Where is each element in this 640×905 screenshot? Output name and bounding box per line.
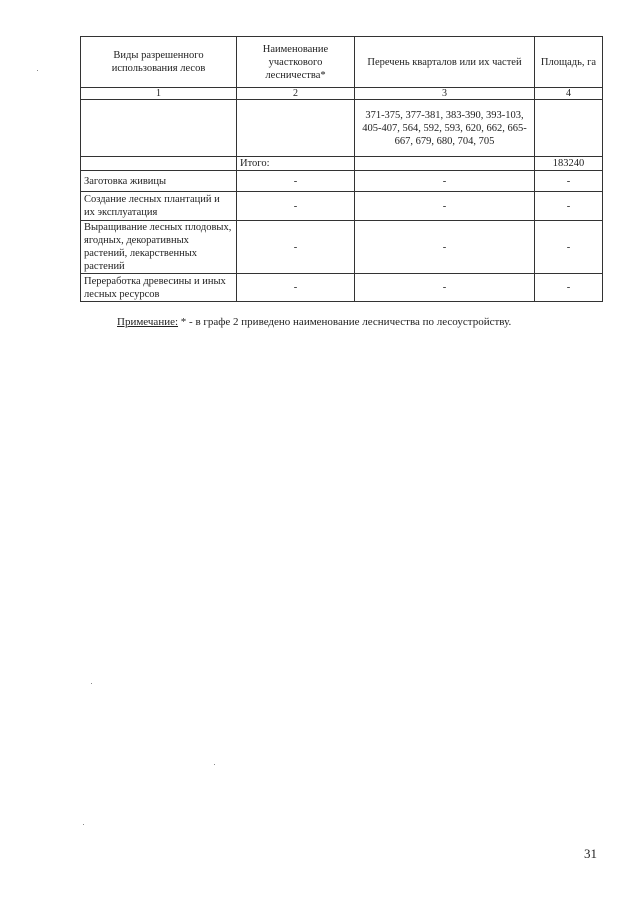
column-number-3: 3: [355, 88, 535, 100]
column-number-4: 4: [535, 88, 603, 100]
row-quarters: -: [355, 274, 535, 302]
row-area: -: [535, 171, 603, 192]
quarters-row-area: [535, 100, 603, 157]
footnote-text: * - в графе 2 приведено наименование лесничества по лесоустройству.: [178, 316, 512, 328]
header-quarters-list: Перечень кварталов или их частей: [355, 37, 535, 88]
quarters-row-forestry: [237, 100, 355, 157]
row-forestry: -: [237, 221, 355, 274]
table-row: [81, 274, 603, 302]
table-row: [81, 192, 603, 221]
row-forestry: -: [237, 171, 355, 192]
row-quarters: -: [355, 171, 535, 192]
scan-speck: [37, 70, 38, 71]
footnote-label: Примечание:: [117, 316, 179, 328]
quarters-row-use: [81, 100, 237, 157]
row-use-type: Создание лесных плантаций и их эксплуатация: [81, 192, 237, 221]
row-forestry: -: [237, 274, 355, 302]
table-header-row: [81, 37, 603, 88]
total-row-empty: [81, 157, 237, 171]
total-row: [81, 157, 603, 171]
total-label: Итого:: [237, 157, 355, 171]
row-use-type: Выращивание лесных плодовых, ягодных, декоративных растений, лекарственных растений: [81, 221, 237, 274]
row-use-type: Заготовка живицы: [81, 171, 237, 192]
row-area: -: [535, 274, 603, 302]
scan-speck: [91, 683, 92, 684]
row-area: -: [535, 221, 603, 274]
scan-speck: [83, 824, 84, 825]
table-row: [81, 221, 603, 274]
forest-use-table: [80, 36, 603, 302]
total-row-quarters: [355, 157, 535, 171]
header-use-type: Виды разрешенного использования лесов: [81, 37, 237, 88]
row-area: -: [535, 192, 603, 221]
row-quarters: -: [355, 192, 535, 221]
column-number-row: [81, 88, 603, 100]
row-forestry: -: [237, 192, 355, 221]
header-forestry-name: Наименование участкового лесничества*: [237, 37, 355, 88]
quarters-row: [81, 100, 603, 157]
column-number-1: 1: [81, 88, 237, 100]
scan-speck: [214, 764, 215, 765]
column-number-2: 2: [237, 88, 355, 100]
table-footnote: [117, 316, 511, 328]
page-number: 31: [584, 846, 597, 861]
table-row: [81, 171, 603, 192]
row-quarters: -: [355, 221, 535, 274]
header-area: Площадь, га: [535, 37, 603, 88]
row-use-type: Переработка древесины и иных лесных ресурсов: [81, 274, 237, 302]
total-area: 183240: [535, 157, 603, 171]
quarters-list-cell: 371-375, 377-381, 383-390, 393-103, 405-407, 564, 592, 593, 620, 662, 665-667, 679, 680, 704, 705: [355, 100, 535, 157]
